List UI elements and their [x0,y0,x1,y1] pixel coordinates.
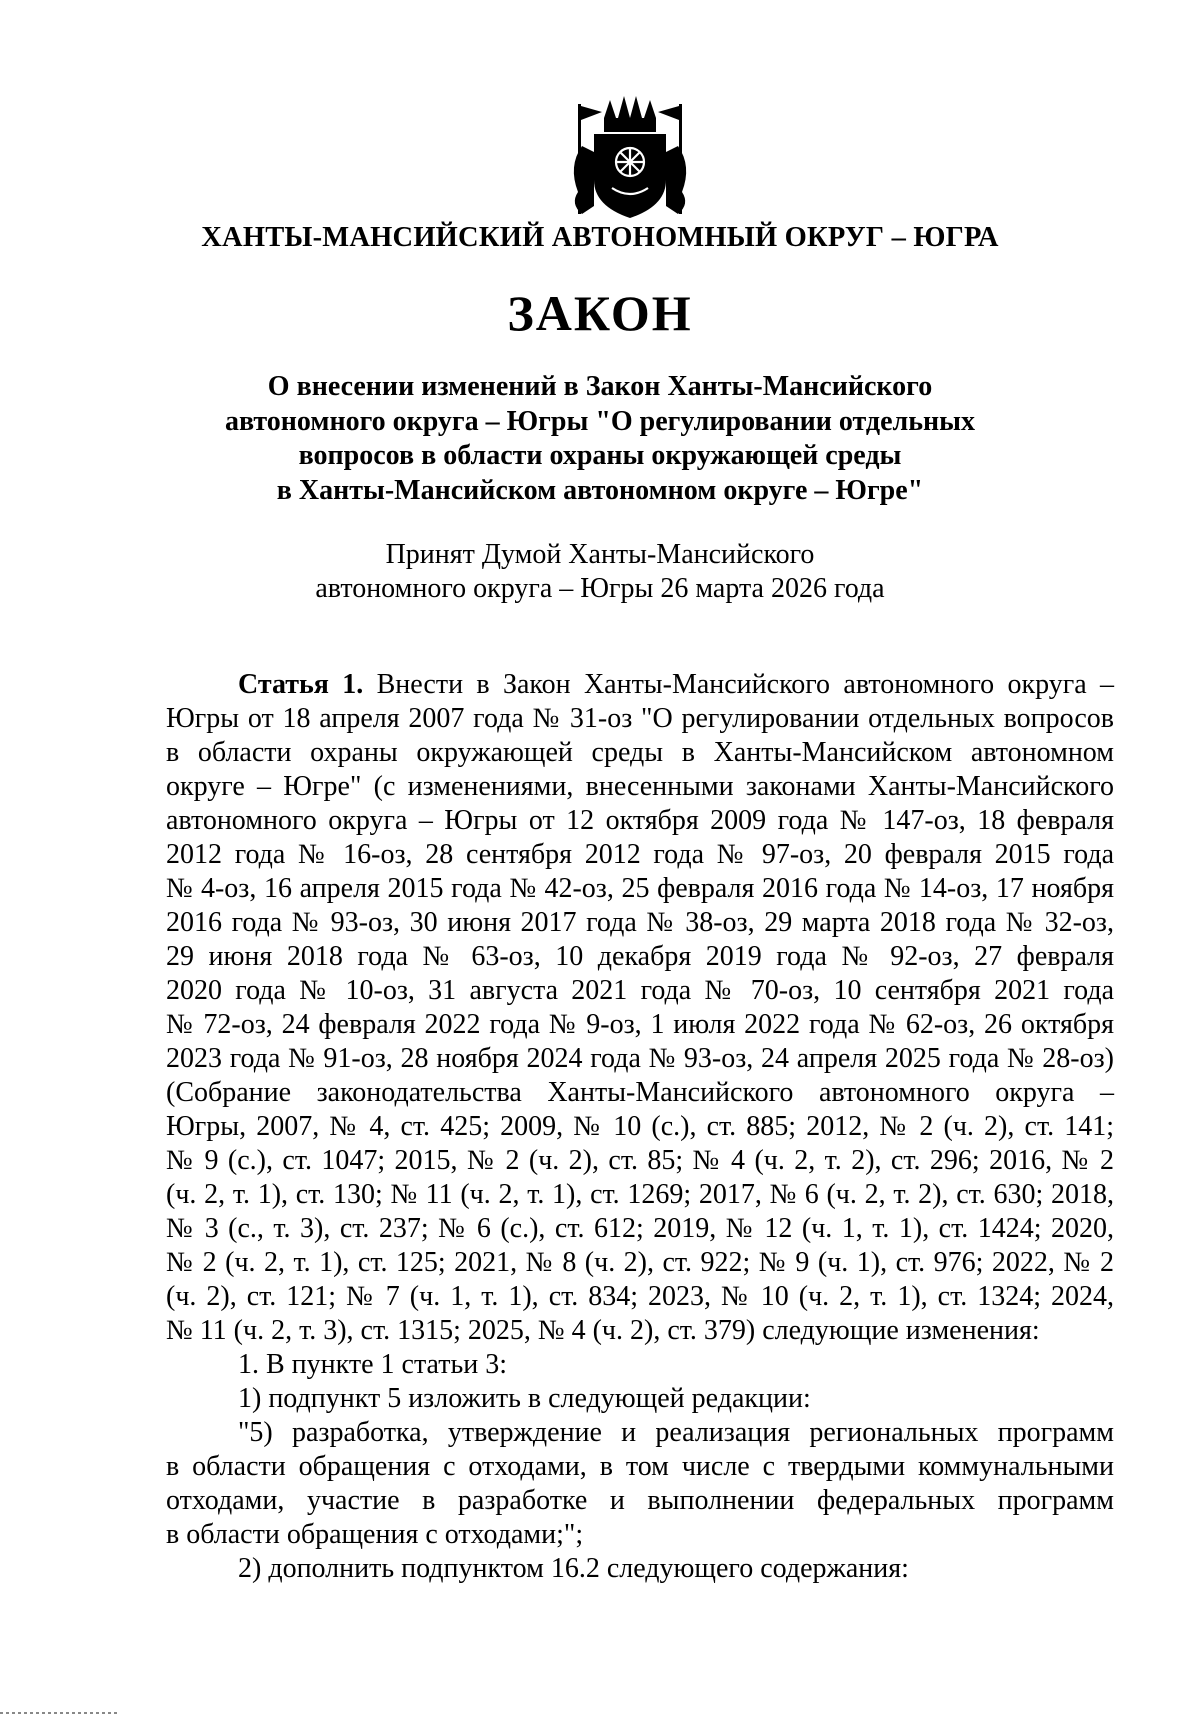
article-line: (ч. 2, т. 1), ст. 130; № 11 (ч. 2, т. 1), ст. 1269; 2017, № 6 (ч. 2, т. 2), ст. 630; 2018, [166,1179,1114,1210]
article-line: № 11 (ч. 2, т. 3), ст. 1315; 2025, № 4 (ч. 2), ст. 379) следующие изменения: [166,1315,1040,1346]
article-1 [166,668,1114,1586]
scan-edge-mark [0,1712,120,1714]
article-line: Югры, 2007, № 4, ст. 425; 2009, № 10 (с.), ст. 885; 2012, № 2 (ч. 2), ст. 141; [166,1111,1114,1142]
law-title-line: вопросов в области охраны окружающей среды [298,440,902,471]
article-subitem: 2) дополнить подпунктом 16.2 следующего содержания: [238,1553,909,1584]
quoted-line: "5) разработка, утверждение и реализация региональных программ [238,1417,1114,1448]
article-line: 29 июня 2018 года № 63-оз, 10 декабря 2019 года № 92-оз, 27 февраля [166,941,1114,972]
law-title-line: О внесении изменений в Закон Ханты-Мансийского [267,371,933,402]
article-line: (ч. 2), ст. 121; № 7 (ч. 1, т. 1), ст. 834; 2023, № 10 (ч. 2, т. 1), ст. 1324; 2024, [166,1281,1114,1312]
law-title [150,370,1050,508]
article-line: округе – Югре" (с изменениями, внесенными законами Ханты-Мансийского [166,771,1114,802]
quoted-line: в области обращения с отходами;"; [166,1519,584,1550]
article-line: № 2 (ч. 2, т. 1), ст. 125; 2021, № 8 (ч. 2), ст. 922; № 9 (ч. 1), ст. 976; 2022, № 2 [166,1247,1114,1278]
article-line: (Собрание законодательства Ханты-Мансийского автономного округа – [166,1077,1114,1108]
adoption-line: Принят Думой Ханты-Мансийского [385,539,815,570]
article-line: автономного округа – Югры от 12 октября 2009 года № 147-оз, 18 февраля [166,805,1114,836]
quoted-line: в области обращения с отходами, в том числе с твердыми коммунальными [166,1451,1114,1482]
article-line: в области охраны окружающей среды в Ханты-Мансийском автономном [166,737,1114,768]
adoption-line: автономного округа – Югры 26 марта 2026 года [315,573,885,604]
article-item: 1. В пункте 1 статьи 3: [238,1349,508,1380]
article-line [166,668,1114,702]
article-line: № 9 (с.), ст. 1047; 2015, № 2 (ч. 2), ст. 85; № 4 (ч. 2, т. 2), ст. 296; 2016, № 2 [166,1145,1114,1176]
article-line: 2016 года № 93-оз, 30 июня 2017 года № 38-оз, 29 марта 2018 года № 32-оз, [166,907,1114,938]
article-line: 2012 года № 16-оз, 28 сентября 2012 года № 97-оз, 20 февраля 2015 года [166,839,1114,870]
article-line: № 4-оз, 16 апреля 2015 года № 42-оз, 25 февраля 2016 года № 14-оз, 17 ноября [166,873,1114,904]
document-type-heading: ЗАКОН [507,285,693,341]
coat-of-arms-icon [560,96,700,222]
article-line: Югры от 18 апреля 2007 года № 31-оз "О регулировании отдельных вопросов [166,703,1114,734]
article-line-text: Внести в Закон Ханты-Мансийского автономного округа – [363,669,1114,700]
article-line: 2020 года № 10-оз, 31 августа 2021 года № 70-оз, 10 сентября 2021 года [166,975,1114,1006]
article-line: 2023 года № 91-оз, 28 ноября 2024 года № 93-оз, 24 апреля 2025 года № 28-оз) [166,1043,1114,1074]
quoted-line: отходами, участие в разработке и выполнении федеральных программ [166,1485,1114,1516]
law-title-line: автономного округа – Югры "О регулировании отдельных [224,405,976,437]
law-title-line: в Ханты-Мансийском автономном округе – Югре" [276,474,924,506]
adoption-note [150,538,1050,606]
article-subitem: 1) подпункт 5 изложить в следующей редакции: [238,1383,811,1414]
article-label: Статья 1. [238,669,364,700]
article-line: № 3 (с., т. 3), ст. 237; № 6 (с.), ст. 612; 2019, № 12 (ч. 1, т. 1), ст. 1424; 2020, [166,1213,1114,1244]
region-heading: ХАНТЫ-МАНСИЙСКИЙ АВТОНОМНЫЙ ОКРУГ – ЮГРА [201,222,999,253]
article-line: № 72-оз, 24 февраля 2022 года № 9-оз, 1 июля 2022 года № 62-оз, 26 октября [166,1009,1114,1040]
